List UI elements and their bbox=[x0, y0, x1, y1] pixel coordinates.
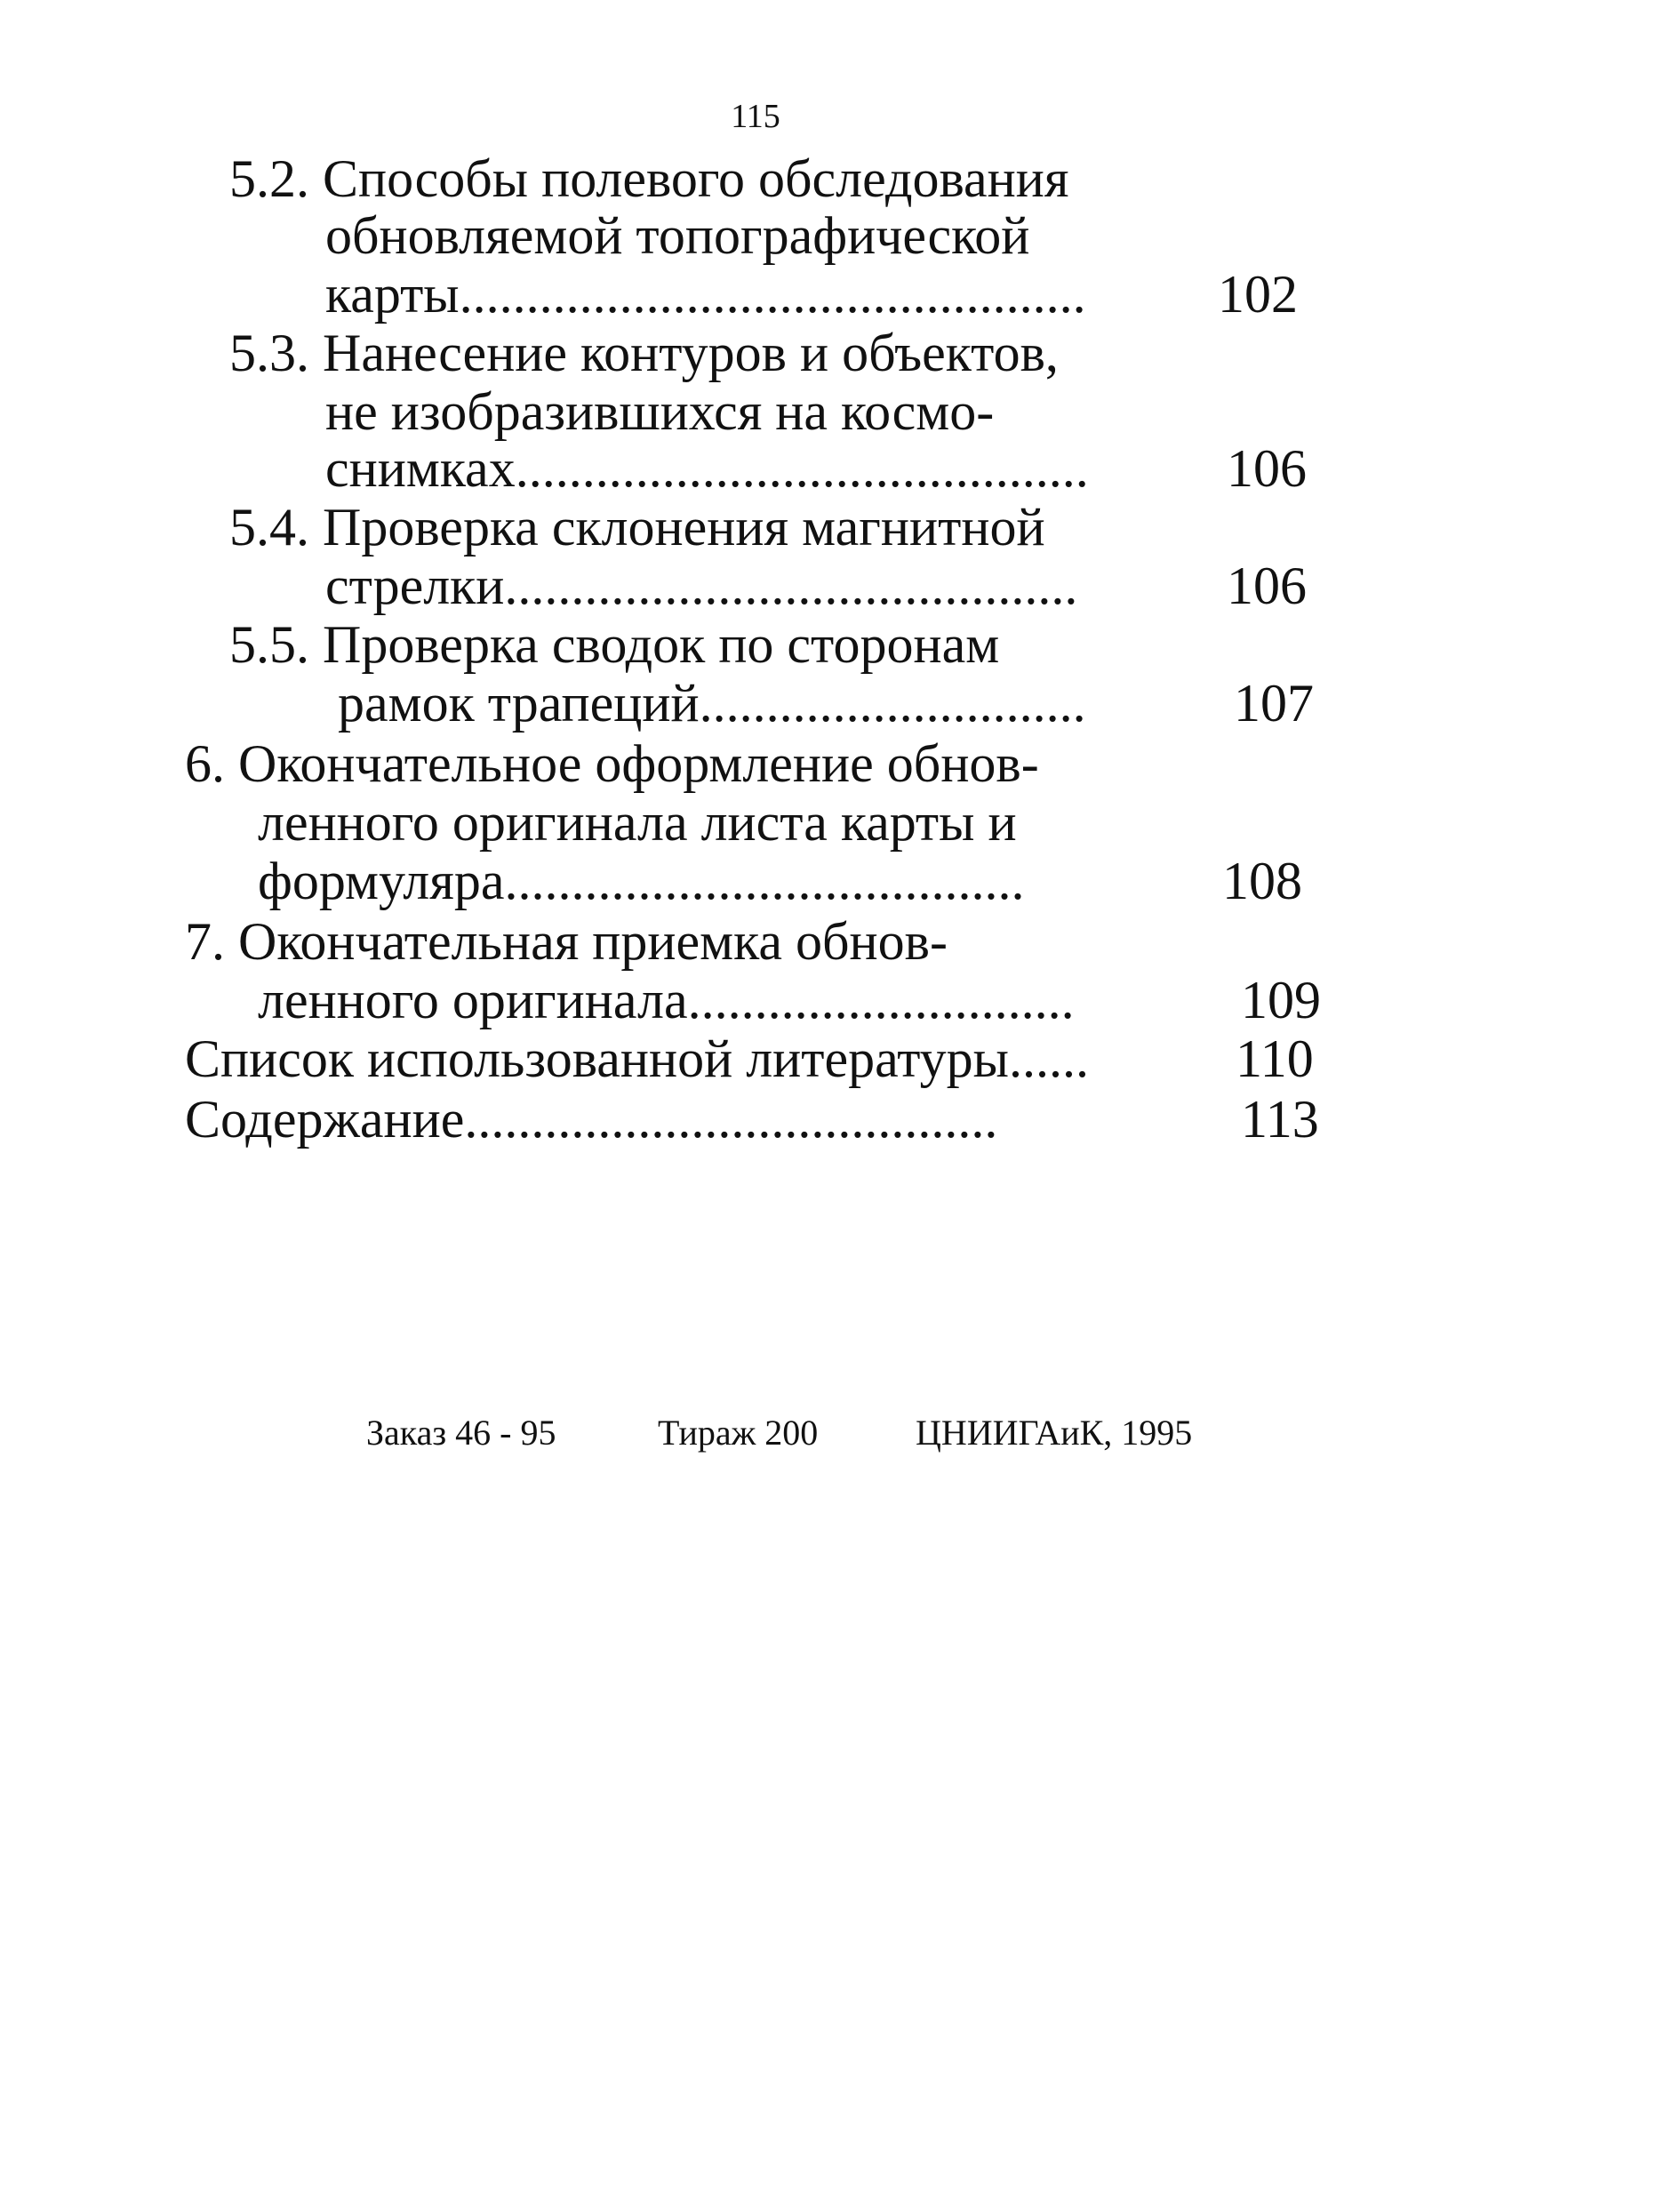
toc-entry-contents-line: Содержание........................................ bbox=[185, 1090, 998, 1149]
toc-entry-5-5-page: 107 bbox=[1234, 674, 1314, 733]
toc-entry-5-4-line-2: стрелки........................................... bbox=[325, 557, 1078, 615]
toc-entry-5-2-line-3: карты............................................... bbox=[325, 265, 1086, 324]
toc-entry-7-page: 109 bbox=[1241, 971, 1321, 1029]
toc-entry-5-2-page: 102 bbox=[1218, 265, 1298, 324]
toc-entry-5-5-line-2: рамок трапеций............................. bbox=[338, 674, 1086, 733]
toc-entry-5-3-line-1: 5.3. Нанесение контуров и объектов, bbox=[229, 324, 1059, 382]
page-number: 115 bbox=[731, 98, 780, 135]
toc-entry-5-4-line-1: 5.4. Проверка склонения магнитной bbox=[229, 498, 1045, 557]
imprint-publisher: ЦНИИГАиК, 1995 bbox=[916, 1413, 1193, 1453]
toc-entry-bibliography-line: Список использованной литературы...... bbox=[185, 1029, 1089, 1088]
toc-entry-6-line-1: 6. Окончательное оформление обнов- bbox=[185, 734, 1039, 793]
toc-entry-7-line-1: 7. Окончательная приемка обнов- bbox=[185, 912, 948, 971]
toc-entry-5-3-line-3: снимках........................................... bbox=[325, 439, 1089, 498]
toc-entry-6-line-3: формуляра....................................... bbox=[258, 852, 1025, 910]
toc-entry-contents-page: 113 bbox=[1241, 1090, 1319, 1149]
toc-entry-6-page: 108 bbox=[1222, 852, 1302, 910]
toc-entry-6-line-2: ленного оригинала листа карты и bbox=[258, 793, 1017, 852]
imprint bbox=[0, 1406, 1680, 1460]
toc-entry-5-5-line-1: 5.5. Проверка сводок по сторонам bbox=[229, 615, 1000, 674]
toc-entry-5-2-line-1: 5.2. Способы полевого обследования bbox=[229, 149, 1069, 208]
toc-entry-5-2-line-2: обновляемой топографической bbox=[325, 206, 1030, 265]
imprint-order: Заказ 46 - 95 bbox=[366, 1413, 556, 1453]
toc-entry-bibliography-page: 110 bbox=[1236, 1029, 1314, 1088]
imprint-print-run: Тираж 200 bbox=[658, 1413, 819, 1453]
toc-entry-5-3-page: 106 bbox=[1227, 439, 1307, 498]
toc-entry-7-line-2: ленного оригинала............................. bbox=[258, 971, 1075, 1029]
toc-entry-5-3-line-2: не изобразившихся на космо- bbox=[325, 382, 995, 441]
toc-entry-5-4-page: 106 bbox=[1227, 557, 1307, 615]
